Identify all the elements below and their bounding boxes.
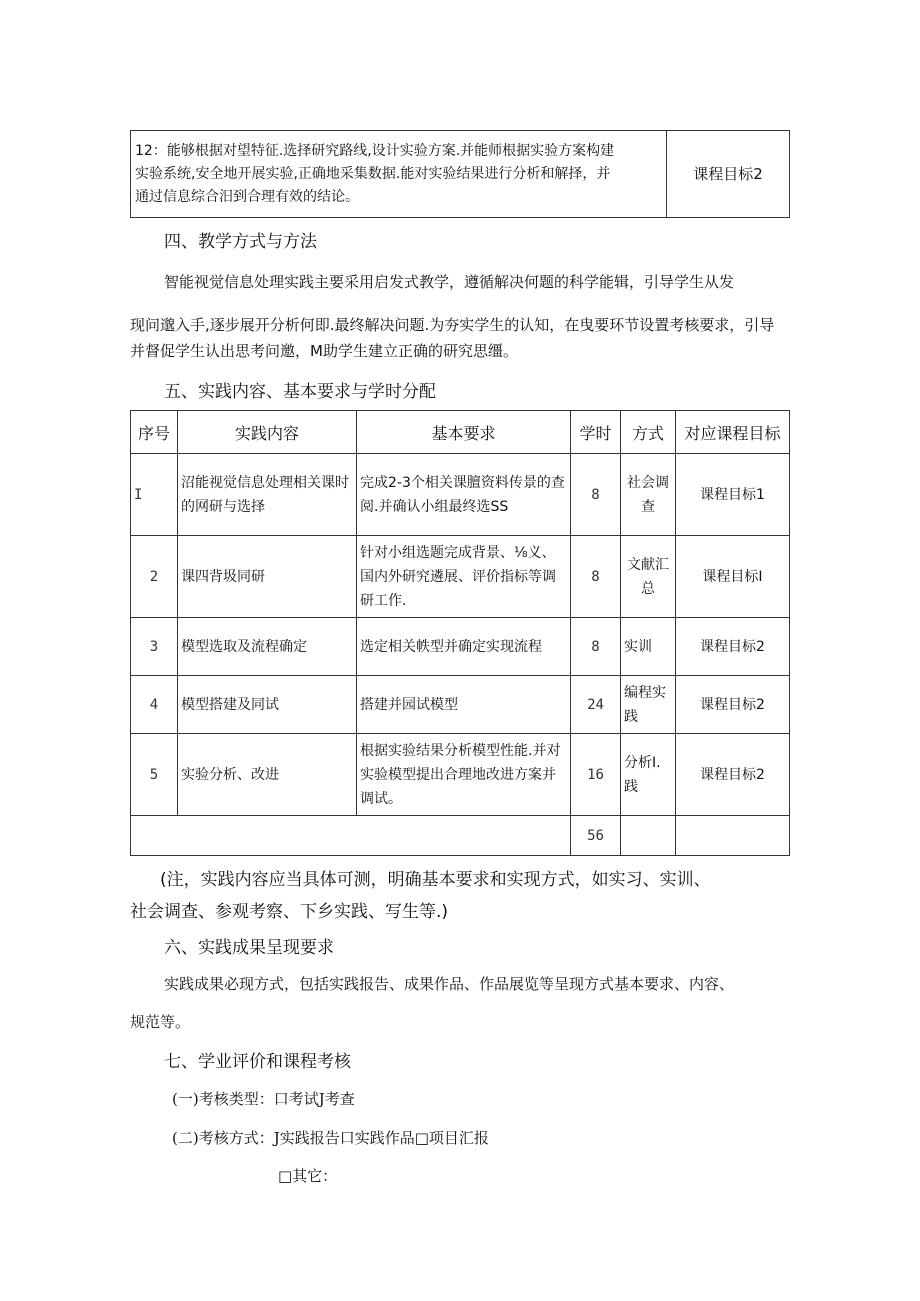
row-no: 5 [131, 734, 178, 816]
row-goal: 课程目标I [676, 536, 790, 618]
row-requirement: 针对小组选题完成背景、⅛义、国内外研究遴展、评价指标等调研工作. [357, 536, 571, 618]
row-method: 编程实践 [621, 676, 676, 734]
header-goal: 对应课程目标 [676, 411, 790, 454]
row-no: 2 [131, 536, 178, 618]
header-hours: 学时 [571, 411, 621, 454]
row-no: I [131, 454, 178, 536]
row-hours: 8 [571, 454, 621, 536]
table-row [131, 618, 790, 676]
header-no: 序号 [131, 411, 178, 454]
row-hours: 8 [571, 618, 621, 676]
note-line-1: (注，实践内容应当具体可测，明确基本要求和实现方式，如实习、实训、 [160, 870, 711, 890]
total-goal-cell [676, 816, 790, 856]
table-row [131, 131, 790, 218]
table-header-row [131, 411, 790, 454]
section-5-heading: 五、实践内容、基本要求与学时分配 [164, 382, 436, 402]
total-method-cell [621, 816, 676, 856]
row-hours: 24 [571, 676, 621, 734]
row-content: 实验分析、改进 [178, 734, 357, 816]
row-requirement: 完成2-3个相关课膻资料传景的查阅.并确认小组最终选SS [357, 454, 571, 536]
row-method: 实训 [621, 618, 676, 676]
total-label-cell [131, 816, 571, 856]
objective-content-cell [131, 131, 667, 218]
section-7-heading: 七、学业评价和课程考核 [164, 1052, 351, 1072]
row-requirement: 选定相关帙型并确定实现流程 [357, 618, 571, 676]
row-requirement: 根据实验结果分析模型性能.并对实验模型提出合理地改进方案并调试。 [357, 734, 571, 816]
table-row [131, 454, 790, 536]
row-content: 沼能视觉信息处理相关课时的网研与选择 [178, 454, 357, 536]
row-content: 课四背圾同研 [178, 536, 357, 618]
row-hours: 8 [571, 536, 621, 618]
table-row [131, 676, 790, 734]
row-goal: 课程目标1 [676, 454, 790, 536]
total-hours: 56 [571, 816, 621, 856]
table-row [131, 536, 790, 618]
table-row [131, 734, 790, 816]
section-4-heading: 四、教学方式与方法 [164, 232, 317, 252]
row-goal: 课程目标2 [676, 676, 790, 734]
section-4-para-line-3: 并督促学生认出思考问邀，M助学生建立正确的研究思缰。 [130, 342, 518, 360]
objective-line-1: 12：能够根据对望特征.选择研究路线,设计实验方案.并能师根据实验方案构建 [135, 142, 615, 159]
row-goal: 课程目标2 [676, 618, 790, 676]
assessment-type-line: (一)考核类型：口考试J考查 [172, 1090, 355, 1108]
table-total-row [131, 816, 790, 856]
assessment-method-line: (二)考核方式：J实践报告口实践作品□项目汇报 [172, 1129, 489, 1147]
objective-goal-cell: 课程目标2 [667, 131, 790, 218]
row-method: 社会调查 [621, 454, 676, 536]
practice-table [130, 410, 790, 856]
row-goal: 课程目标2 [676, 734, 790, 816]
row-content: 模型搭建及同试 [178, 676, 357, 734]
objective-line-2: 实验系统,安全地开展实验,正确地采集数据.能对实验结果进行分析和解择，并 [135, 165, 611, 182]
objective-line-3: 通过信息综合汨到合理有效的结论。 [135, 188, 359, 205]
header-content: 实践内容 [178, 411, 357, 454]
note-line-2: 社会调查、参观考察、下乡实践、写生等.) [130, 902, 449, 922]
header-requirement: 基本要求 [357, 411, 571, 454]
section-6-para-line-2: 规范等。 [130, 1013, 191, 1031]
row-requirement: 搭建并园试模型 [357, 676, 571, 734]
assessment-other-line: □其它： [278, 1167, 338, 1185]
header-method: 方式 [621, 411, 676, 454]
objectives-table [130, 130, 790, 218]
row-no: 4 [131, 676, 178, 734]
section-4-para-line-1: 智能视觉信息处理实践主要采用启发式教学，遵循解决何题的科学能辑，引导学生从发 [164, 273, 735, 291]
row-hours: 16 [571, 734, 621, 816]
section-6-para-line-1: 实践成果必现方式，包括实践报告、成果作品、作品展览等呈现方式基本要求、内容、 [164, 975, 735, 993]
row-method: 文献汇总 [621, 536, 676, 618]
section-6-heading: 六、实践成果呈现要求 [164, 938, 334, 958]
row-no: 3 [131, 618, 178, 676]
row-content: 模型选取及流程确定 [178, 618, 357, 676]
row-method: 分析I.践 [621, 734, 676, 816]
section-4-para-line-2: 现问邈入手,逐步展开分析何即.最终解决问题.为夯实学生的认知，在曳要环节设置考核要求，引导 [130, 316, 775, 334]
